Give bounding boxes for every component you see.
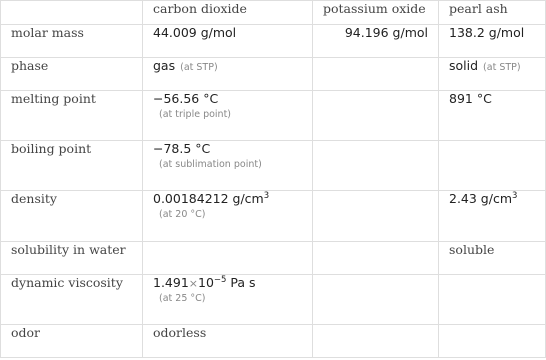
table-row-boiling-point [1, 140, 546, 190]
cell-pearl-ash-viscosity [439, 274, 546, 324]
cell-potassium-oxide-density [313, 191, 439, 241]
column-header-carbon-dioxide: carbon dioxide [143, 1, 313, 25]
density-unit-exponent: 3 [512, 191, 518, 202]
cell-potassium-oxide-melting-point [313, 90, 439, 140]
cell-pearl-ash-phase [439, 57, 546, 90]
density-unit-exponent: 3 [263, 191, 270, 202]
cell-carbon-dioxide-phase [143, 57, 313, 90]
table-row-viscosity [1, 274, 546, 324]
cell-carbon-dioxide-molar-mass: 44.009 g/mol [143, 24, 313, 57]
phase-condition-note: (at STP) [180, 61, 218, 73]
cell-pearl-ash-solubility: soluble [439, 241, 546, 274]
table-row-solubility [1, 241, 546, 274]
row-label-density: density [1, 191, 143, 241]
viscosity-mantissa: 1.491 [153, 274, 189, 290]
cell-potassium-oxide-boiling-point [313, 140, 439, 190]
table-row-odor [1, 325, 546, 358]
row-label-molar-mass: molar mass [1, 24, 143, 57]
phase-value: gas [153, 57, 176, 73]
melting-point-condition-note: (at triple point) [159, 108, 232, 120]
cell-carbon-dioxide-viscosity [143, 274, 313, 324]
table-row-phase [1, 57, 546, 90]
melting-point-value: −56.56 °C [153, 90, 219, 106]
density-condition-note: (at 20 °C) [159, 209, 206, 221]
column-header-potassium-oxide: potassium oxide [313, 1, 439, 25]
cell-carbon-dioxide-solubility [143, 241, 313, 274]
row-label-viscosity: dynamic viscosity [1, 274, 143, 324]
table-row-density [1, 191, 546, 241]
cell-potassium-oxide-odor [313, 325, 439, 358]
cell-pearl-ash-density [439, 191, 546, 241]
times-sign: × [188, 276, 199, 290]
cell-potassium-oxide-molar-mass: 94.196 g/mol [313, 24, 439, 57]
cell-potassium-oxide-solubility [313, 241, 439, 274]
cell-potassium-oxide-viscosity [313, 274, 439, 324]
cell-carbon-dioxide-odor: odorless [143, 325, 313, 358]
table-row-molar-mass [1, 24, 546, 57]
viscosity-base: 10 [198, 274, 214, 290]
header-row [1, 1, 546, 25]
boiling-point-value: −78.5 °C [153, 140, 211, 156]
phase-value: solid [449, 57, 479, 73]
phase-condition-note: (at STP) [483, 61, 521, 73]
cell-pearl-ash-molar-mass: 138.2 g/mol [439, 24, 546, 57]
row-label-boiling-point: boiling point [1, 140, 143, 190]
row-label-phase: phase [1, 57, 143, 90]
cell-pearl-ash-melting-point: 891 °C [439, 90, 546, 140]
viscosity-exponent: −5 [213, 274, 227, 285]
corner-cell [1, 1, 143, 25]
table-row-melting-point [1, 90, 546, 140]
cell-pearl-ash-odor [439, 325, 546, 358]
cell-carbon-dioxide-density [143, 191, 313, 241]
row-label-odor: odor [1, 325, 143, 358]
density-value: 2.43 g/cm [449, 191, 513, 207]
row-label-melting-point: melting point [1, 90, 143, 140]
cell-potassium-oxide-phase [313, 57, 439, 90]
cell-pearl-ash-boiling-point [439, 140, 546, 190]
boiling-point-condition-note: (at sublimation point) [159, 158, 262, 170]
row-label-solubility: solubility in water [1, 241, 143, 274]
viscosity-condition-note: (at 25 °C) [159, 292, 206, 304]
viscosity-unit: Pa s [226, 274, 256, 290]
density-value: 0.00184212 g/cm [153, 191, 264, 207]
column-header-pearl-ash: pearl ash [439, 1, 546, 25]
cell-carbon-dioxide-melting-point [143, 90, 313, 140]
cell-carbon-dioxide-boiling-point [143, 140, 313, 190]
